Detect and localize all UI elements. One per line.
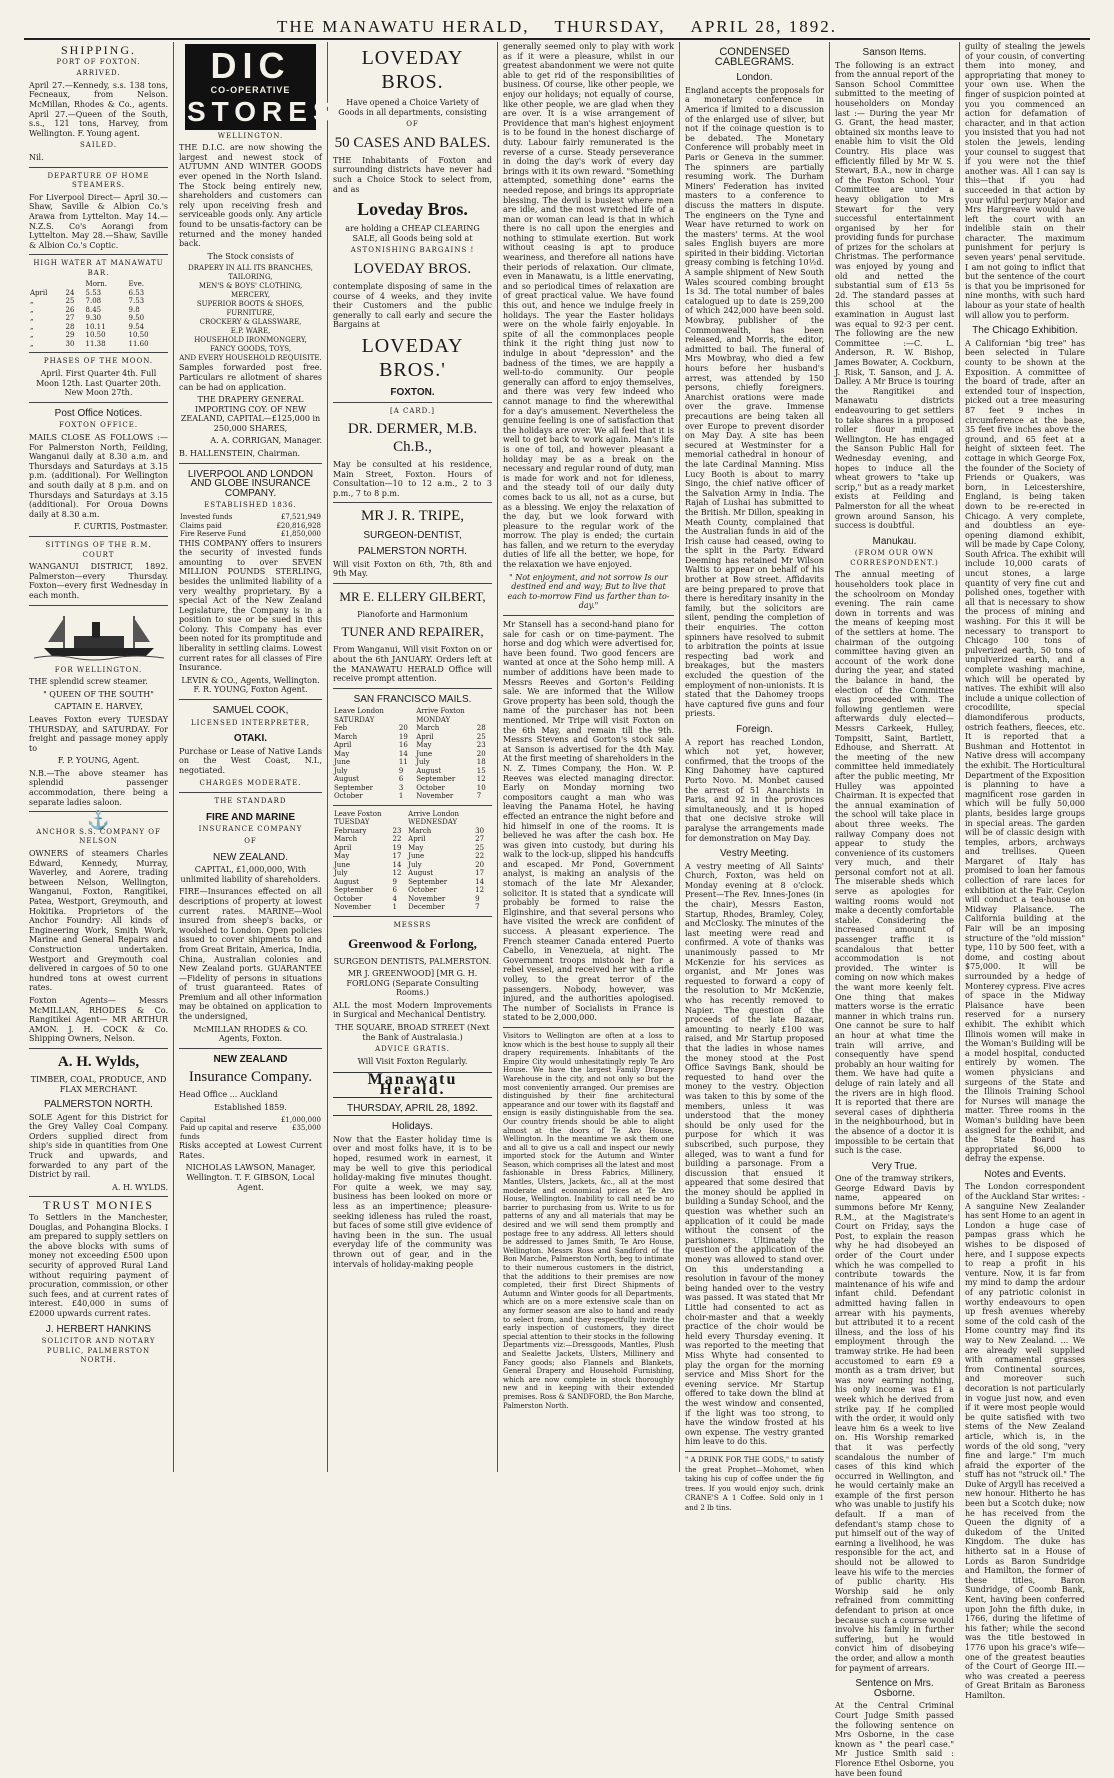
sailed-text: Nil. [29,152,44,162]
nz-office: Head Office ... Auckland [179,1090,278,1100]
issue-date: THURSDAY, APRIL 28, 1892. [333,1104,492,1117]
osborne-heading: Sentence on Mrs. Osborne. [855,1678,934,1699]
postmaster: F. CURTIS, Postmaster. [73,522,168,532]
std-the: THE STANDARD [214,797,287,806]
nz-signature: NICHOLAS LAWSON, Manager, Wellington. T. F. GIBSON, Local Agent. [185,1163,316,1192]
divider [29,254,168,255]
dic-company: THE DRAPERY GENERAL IMPORTING COY. OF NEW ZEALAND, CAPITAL—£125,000 in 250,000 SHARES, [180,395,321,433]
table-row: „ 25 7.08 7.53 [30,297,145,306]
moon-text: April. First Quarter 4th. Full Moon 12th. Last Quarter 20th. New Moon 27th. [36,369,161,398]
table-row: Invested funds £7,521,949 [180,513,321,522]
divider [29,352,168,353]
std-cap: CAPITAL, £1,000,000, With unlimited liability of shareholders. [180,865,321,884]
manukau-sub: (FROM OUR OWN CORRESPONDENT.) [850,549,939,567]
std-fire: FIRE AND MARINE [205,811,296,823]
std-text: FIRE—Insurances effected on all descriptions of property at lowest current rates. MARINE—Wool insured from sheep's backs, or woolshed to London. Open policies issued to cover shipments to and from Great Britain, America, India, China, Australian colonies and New Zealand ports. GUARANTEE—Fidelity of persons in situations of trust guaranteed. Rates of Premium and all other information may be obtained on application to the undersigned, [179,887,322,1022]
anchor-text: OWNERS of steamers Charles Edward, Kennedy, Murray, Waverley, and Aorere, trading between Nelson, Wellington, Wanganui, Foxton, Rangitikei, Patea, Westport, Greymouth, and Hokitika. Proprietors of the Anchor Foundry: All kinds of Engineering Work, Smith Work, Marine and General Repairs and Construction undertaken. Westport and Greymouth coal delivered in cargoes of 50 to one hundred tons at owest current rates. [29,849,168,993]
departure-heading: DEPARTURE OF HOME STEAMERS. [47,171,150,190]
table-row: Fire Reserve Fund £1,850,000 [180,530,321,539]
gf-names: MR J. GREENWOOD] [MR G. H. FORLONG (Separate Consulting Rooms.) [346,969,479,998]
wylds-text: SOLE Agent for this District for the Grey Valley Coal Company. Orders supplied direct from ship's side in quantities from One Truck and upwards, and forwarded to any part of the District by rail. [29,1112,168,1180]
steamer-name: " QUEEN OF THE SOUTH" [43,689,154,699]
divider [29,1048,168,1049]
gf-addr: THE SQUARE, BROAD STREET (Next the Bank of Australasia.) [335,1023,490,1042]
holidays-continued: generally seemed only to play with work as if it were a pleasure, whilst in our greatest abandonment we were not quite able to get rid of the responsibilities of business. Of course, like other people, we enjoy our holidays; not equally of course, like other people, we are glad when they are over. It is a wise arrangement of Providence that man's highest enjoyment is to be found in the honest discharge of duty. Labour fairly remunerated is the reverse of a curse. Steady perseverance in doing the day's work of every day brings with it its own reward. "Something attempted, something done" earns the needed repose, and brings its appropriate blessing. The devil is busiest where men are idle, and the most wretched life of a man or woman can lead is that in which there is no call upon the energies and nothing to stimulate exertion. But work without ceasing is apt to produce weariness, and therefore all nations have their periods of relaxation. Our climate, even in Manawatu, is a little enervating, and so periodical times of relaxation are of great practical value. We have found this out, and hence we indulge freely in holidays. The year the Easter holidays were on the whole fairly enjoyable. In spite of all the commonplaces people think it the right thing just now to indulge in about "depression" and the badness of the times, we are happily a well-to-do community. Our people generally can afford to enjoy themselves, and there was very few indeed who cannot manage to find the wherewithal for a day's amusement. Nevertheless the genuine feeling is one of satisfaction that the holidays are over. We all feel that it is well to get back to work again. Man's life is one of toil, and however pleasant a holiday may be as a break on the necessary and regular round of duty, man is made for work and not for idleness, and the steady toil of our daily duty comes back to us all, not as a curse, but as a blessing. We enjoy the relaxation of the day, but we look forward with pleasure to the regular work of the morrow. The play is ended; the curtain has fallen, and we return to the everyday duties of life all the better, we hope, for the relaxation we have enjoyed. [503,42,674,570]
loveday-3: LOVEDAY BROS. [353,260,472,277]
loveday-text-1: Have opened a Choice Variety of Goods in all departments, consisting [338,98,487,117]
table-row: February 23 March 30 [334,826,485,835]
lg-heading: LIVERPOOL AND LONDON AND GLOBE INSURANCE COMPANY. [187,468,314,499]
column-7 [960,42,1090,1700]
table-row: October 4 November 9 [334,894,480,903]
steamship-icon [34,612,164,660]
london-heading: London. [736,72,773,84]
trust-heading: TRUST MONIES [43,1198,154,1213]
post-heading: Post Office Notices. [54,407,143,419]
table-row: Capital £1,000,000 [180,1115,321,1124]
departure-text: For Liverpool Direct— April 30.—Shaw, Saville & Albion Co.'s Arawa from Lyttelton. May 14.—N.Z.S. Co's Aorangi from Lyttelton. May 28.—Shaw, Saville & Albion Co.'s Coptic. [29,192,168,250]
advertising-notes: Visitors to Wellington are often at a loss to know which is the best house to supply all their drapery requirements. Inhabitants of the Empire City would unhesitatingly reply Te Aro House. We have the largest Family Drapery Warehouse in the city, and not only so but the most conveniently arranged. Our premises are distinguished by their fine architectural appearance and our tower with its flagstaff and ensign is easily distinguishable from the sea. Our country friends should be able to alight almost at the doors of Te Aro House, Wellington. In the meantime we ask them one and all to give us a call and inspect our newly imported stock for the Autumn and Winter Season, which comprises all the latest and most fashionable in Dress Fabrics, Millinery, Mantles, Ulsters, Jackets, &c., all at the most moderate and economical prices at Te Aro House, Wellington. Inability to call need be no barrier to purchasing from us. Write to us for patterns of any and all materials that may be desired and we will send them promptly and postage free to any address. All letters should be addressed to James Smith, Te Aro House, Wellington. Messrs Ross and Sandford of the Bon Marche, Palmerston North, beg to intimate to their numerous customers in the district, that the additions to their premises are now completed, their first Direct Shipments of Autumn and Winter goods for all Departments, which are on a more extensive scale than on any former season are also to hand and ready to select from, and they respectfully invite the early inspection of customers, they direct special attention to their stocks in the following Departments viz:—Dressgoods, Mantles, Plush and Sealette Jackets, Ulsters, Millinery and Fancy goods; also Flannels and Blankets, General Drapery and Household Furnishing, which are now complete in stock thoroughly new and in keeping with their extended premises. Ross & SANDFORD, the Bon Marche, Palmerston North. [503,1031,674,1410]
vestry-heading: Vestry Meeting. [720,848,789,860]
gf-advice: ADVICE GRATIS. [375,1045,450,1054]
nz-title: Insurance Company. [188,1069,313,1086]
divider [333,805,492,806]
coffee-ad: " A DRINK FOR THE GODS," to satisfy the great Prophet—Mohomet, when taking his cup of coffee under the fig trees. If you would enjoy such, drink CRANE'S A 1 Coffee. Sold only in 1 and 2 lb tins. [685,1455,824,1512]
anchor-icon: ⚓ [87,810,110,832]
column-3 [328,42,498,1472]
notes-heading: Notes and Events. [984,1168,1066,1180]
lg-funds [179,513,322,539]
table-row: March 22 April 27 [334,835,485,844]
divider [179,699,322,700]
divider [29,167,168,168]
loveday-of: OF [406,120,419,129]
table-row: June 11 July 18 [334,758,486,767]
logo-bot: STORES [187,95,338,127]
masthead-rule [24,38,1090,40]
loveday-4: LOVEDAY BROS.' [361,334,464,381]
cook-title: LICENSED INTERPRETER, [190,718,311,727]
tide-col-morn: Morn. [85,280,107,289]
std-agents: McMILLAN RHODES & CO. Agents, Foxton. [193,1024,308,1044]
masthead-date: APRIL 28, 1892. [690,17,838,36]
highwater-heading: HIGH WATER AT MANAWATU BAR. [33,259,164,277]
table-row: Paid up capital and reserve funds £35,000 [180,1124,321,1141]
table-row: June 14 July 20 [334,860,485,869]
captain-name: CAPTAIN E. HARVEY, [54,702,143,712]
gf-title: SURGEON DENTISTS, PALMERSTON. [333,956,492,966]
table-row: August 6 September 12 [334,775,486,784]
dic-stock-list: DRAPERY IN ALL ITS BRANCHES, TAILORING, MEN'S & BOYS' CLOTHING, MERCERY, SUPERIOR BOOTS & SHOES, FURNITURE, CROCKERY & GLASSWARE, E.P. WARE, HOUSEHOLD IRONMONGERY, FANCY GOODS, TOYS, AND EVERY HOUSEHOLD REQUISITE. [179,264,322,363]
chicago-heading: The Chicago Exhibition. [972,325,1078,337]
table-row: July 9 August 15 [334,766,486,775]
tide-col-eve: Eve. [128,280,144,289]
port-heading: PORT OF FOXTON. [56,57,141,66]
osborne-continued: guilty of stealing the jewels of your cousin, of converting them into money, and appropriating that money to your own use. When the finger of suspicion pointed at you you commenced an action for defamation of character, and in that action you insisted that you had not stolen the jewels, lending your counsel to suggest that if you were not the thief another was. All I can say is this—that if you had succeeded in that action by your wilful perjury Major and Mrs Hargreave would have left the court with an indelible stain on their character. The maximum punishment for perjury is seven years' penal servitude. I am not going to inflict that but the sentence of the court is that you be imprisoned for nine months, with such hard labour as your state of health will allow you to perform. [965,42,1085,320]
table-row: August 9 September 14 [334,877,485,886]
wellington-heading: FOR WELLINGTON. [54,665,143,674]
sf-heading: SAN FRANCISCO MAILS. [353,693,472,705]
local-news: Mr Stansell has a second-hand piano for sale for cash or on time-payment. The horse and dog which were advertised for, have been found. Two good fencers are wanted at once at the Soho hemp mill. A number of additions have been made to Messrs Reeves and Gorton's Feilding sale. We are informed that the Willow Grove property has been sold, though the name of the purchaser has not been mentioned. Mr Tripe will visit Foxton on the 6th May, and remain till the 9th. Messrs Stevens and Gorton's stock sale at Sanson is advertised for the 4th May. At the first meeting of shareholders in the N. Z. Times Company, the Hon. W. P. Reeves was elected managing director. Early on Monday morning two compositors caught a man who was leaving the Panama Hotel, he having effected an entrance the night before and hid himself in one of the rooms. It is believed he was after the cash box. He was given into custody, but during his walk to the lock-up, slipped his handcuffs and escaped. Mr Pond, Government analyst, is making an analysis of the stomach of the late Mr Alexander, solicitor. It is stated that a syndicate will probably be formed to raise the Elginshire, and that several persons who have visited the wreck are confident of success. A pleasant experience. The French steamer Canada entered Puerto Cabello, in Venezuela, at night. The Government troops mistook her for a rebel vessel, and received her with a rifle volley, to the great terror of the passengers. Nobody, however, was injured, and the authorities apologised. The number of Socialists in France is stated to be 2,000,000. [503,620,674,1023]
herald-title: Manawatu Herald. [333,1072,492,1097]
dic-samples: Samples forwarded post free. Particulars re allotment of shares can be had on application. [179,363,322,392]
divider [29,536,168,537]
column-6 [830,42,960,1778]
sailed-heading: SAILED. [80,141,117,150]
masthead-paper: THE MANAWATU HERALD, [276,17,530,36]
gilbert-name: MR E. ELLERY GILBERT, [339,588,486,604]
loveday-bargains: ASTONISHING BARGAINS ! [350,246,475,255]
divider [685,1451,824,1452]
wylds-name: A. H. Wylds, [57,1053,140,1070]
notes-text: The London correspondent of the Auckland Star writes: - A sanguine New Zealander has sent Home to an agent in London a huge case of pampas grass which he wishes to be disposed of here, and I suppose expects to reap a profit in his venture. Now, it is far from my mind to damp the ardour of any patriotic colonist in worthy endeavours to open up fresh avenues whereby some of the cold cash of the Home country may find its way to New Zealand. ... We are already well supplied with ornamental grasses from Continental sources, and moreover such decoration is not particularly in vogue just now, and even if it were most people would be quite satisfied with two stems of the New Zealand article, which is, in the words of the old song, "very fine and large." I'm much afraid the exporter of the stuff has not "struck oil." The Duke of Argyll has received a new honour. Hitherto he has been but a Scotch duke; now he has received from the Queen the dignity of a dukedom of the United Kingdom. The duke has hitherto sat in a House of Lords as Baron Sundridge and Hamilton, the former of these titles, Baron Sundridge, of Coomb Bank, Kent, having been conferred upon John the fifth duke, in 1766, during the lifetime of his father; while the second was the title bestowed in 1776 upon his grace's wife—one of the greatest beauties of the Court of George III.—who was created a peeress of Great Britain as Baroness Hamilton. [965,1182,1085,1700]
divider [29,402,168,403]
trust-text: To Settlers in the Manchester, Douglas, and Pohangina Blocks. I am prepared to supply settlers on the above blocks with sums of money not exceeding £500 upon security of approved Rural Land without requiring payment of procuration, commission, or other such fees, and at current rates of interest. £40,000 in sums of £2000 upwards current rates. [29,1213,168,1318]
tripe-text: Will visit Foxton on 6th, 7th, 8th and 9th May. [333,559,492,579]
holidays-heading: Holidays. [391,1121,434,1133]
sf-table-2: Leave Foxton TUESDAY Arrive London WEDNESDAY February 23 March 30 March 22 April 27 April 19 May 25 May 17 June 22 June 14 July 20 July 12 August 17 August 9 September 14 September 6 October 12 October 4 November 9 November 1 December 7 [333,810,492,912]
wylds-trade: TIMBER, COAL, PRODUCE, AND FLAX MERCHANT. [30,1074,167,1094]
loveday-1: LOVEDAY BROS. [361,47,464,93]
hankins-name: J. HERBERT HANKINS [45,1323,152,1335]
gilbert-tuner: TUNER AND REPAIRER, [341,624,484,640]
loveday-text-3: are holding a CHEAP CLEARING SALE, all Goods being sold at [345,224,480,243]
gilbert-title: Pianoforte and Harmonium [357,609,468,619]
table-row: October 1 November 7 [334,792,482,801]
leaves-text: Leaves Foxton every TUESDAY THURSDAY, and SATURDAY. For freight and passage money apply to [29,714,168,753]
table-row: April 19 May 25 [334,843,485,852]
divider [503,1027,674,1028]
cook-place: OTAKI. [233,733,268,745]
post-sub: FOXTON OFFICE. [58,421,139,430]
loveday-text-2: THE Inhabitants of Foxton and surrounding districts have never had such a Choice Stock to select from, and as [333,155,492,194]
std-of: OF [244,836,257,845]
cablegrams-heading: CONDENSED CABLEGRAMS. [714,46,795,68]
sanson-text: The following is an extract from the annual report of the Sanson School Committee submitted to the meeting of householders on Monday last :— During the year Mr G. Grant, the head master, obtained six months leave to enable him to visit the Old Country. His place was efficiently filled by Mr W. S. Stewart, B.A., now in charge of the Foxton School. Your Committee are under a heavy obligation to Mrs Stewart for the very successful entertainment organised by her for providing funds for purchase of prizes for the scholars at Christmas. The performance was enjoyed by young and old and netted the substantial sum of £13 5s 2d. The standard passes at this school at the examination in August last was equal to 92·3 per cent. The following are the new Committee :—C. L. Anderson, R. W. Bishop, James Bowater, A. Cockburn, J. Risk, T. Sanson, and J. A. Dalley. A Mr Bruce is touring the Rangitikei and Manawatu districts endeavouring to get settlers to take shares in a proposed roller flour mill at Wellington. He has engaged the Sanson Public Hall for Wednesday evening, and hopes to induce all the wheat growers to "take up scrip," but as a ready market exists at Feilding and Palmerston for all the wheat grown around Sanson, his success is doubtful. [835,60,954,531]
wylds-town: PALMERSTON NORTH. [44,1099,153,1111]
verse: " Not enjoyment, and not sorrow Is our destined end and way; But to live that each to-morrow Find us farther than to-day." [507,572,670,611]
anchor-agents: Foxton Agents— Messrs McMILLAN, RHODES & Co. Rangitikei Agent— MR ARTHUR AMON. J. H. COCK & Co. Shipping Owners, Nelson. [29,995,168,1044]
table-row: April 24 5.53 6.53 [30,288,145,297]
divider [29,1196,168,1197]
anchor-heading: ANCHOR S.S. COMPANY OF NELSON [36,827,161,846]
gf-text: ALL the most Modern Improvements in Surgical and Mechanical Dentistry. [333,1000,492,1020]
column-1 [24,42,174,1472]
dermer-text: May be consulted at his residence, Main Street, Foxton. Hours of Consultation—10 to 12 a.m., 2 to 3 p.m., 7 to 8 p.m. [333,460,492,498]
lg-est: ESTABLISHED 1836. [204,501,297,510]
manukau-heading: Manukau. [872,535,917,547]
gf-visit: Will Visit Foxton Regularly. [357,1056,468,1066]
divider [333,688,492,689]
lg-agents: LEVIN & CO., Agents, Wellington. F. R. YOUNG, Foxton Agent. [181,675,320,695]
holidays-text: Now that the Easter holiday time is over and most folks have, it is to be hoped, resumed work in earnest, it may be well to give this periodical holiday-making five minutes thought. For quite a week, we may say, business has been looked on more or less as an impertinence; pleasure-seeking idleness has ruled the roast, but faces of some still give evidence of having been in the sun. The usual everyday life of the community was thrown out of gear, and in the intervals of holiday-making people [333,1134,492,1269]
table-row: April 16 May 23 [334,741,486,750]
dic-corrigan: A. A. CORRIGAN, Manager. [210,436,322,446]
dic-hallenstein: B. HALLENSTEIN, Chairman. [179,449,301,459]
loveday-cases: 50 CASES AND BALES. [334,134,491,151]
very-true-heading: Very True. [871,1160,918,1172]
column-2 [174,42,338,1472]
london-text: England accepts the proposals for a monetary conference in America if limited to a discussion of the enlarged use of silver, but not if the coinage question is to be debated. The Monetary Conference will probably meet in Paris or Geneva in the summer. The spinners are partially resuming work. The Durham Miners' Federation has invited masters to a conference to discuss the matters in dispute. The engineers on the Tyne and Wear have returned to work on the masters' terms. At the wool sales English buyers are more spirited in their bidding. Victorian greasy combing is fetching 10½d. A sample shipment of New South Wales scoured combing brought 1s 3d. The total number of bales catalogued up to date is 259,200 of which 242,000 have been sold. Mowbray, publisher of the Commonwealth, has been released, and Morris, the editor, admitted to bail. The funeral of Mrs Mowbray, who died a few hours before her husband's arrest, was attended by 150 persons, chiefly foreigners. Anarchist orations were made over the grave. Immense precautions are being taken all over Europe to prevent disorder on May Day. A site has been secured at Westminster for a memorial cathedral in honour of the late Cardinal Manning. Miss Lucy Booth is about to marry Singo, the chief native officer of the Salvation Army in India. The Rajah of Lushai has submitted to the British. Mr Dillon, speaking in Meath County, complained that the Australian funds in aid of the Irish cause had ceased, owing to the split in the Party. Edward Deeming has retained Mr Wilson Waltis to appear on behalf of his brother at Bow street. Affidavits are being prepared to prove that there is hereditary insanity in the family, but the solicitors are silent, pending the completion of their enquiries. The cotton spinners have resolved to submit to arbitration the points at issue respecting bad work and breakages, but the masters excluded the question of the employment of non-unionists. It is stated that the Dahomey troops have captured five guns and four priests. [685,85,824,719]
table-row: „ 30 11.38 11.60 [30,339,149,348]
card-label: [A CARD.] [389,406,435,415]
dic-intro: THE D.I.C. are now showing the largest and newest stock of AUTUMN AND WINTER GOODS ever opened in the North Island. The Stock being entirely new, shareholders and customers can rely upon receiving fresh and serviceable goods only. Any article found to be unsatis-factory can be returned and the money handed back. [179,143,322,249]
nz-capital [179,1116,322,1142]
loveday-foxton: FOXTON. [390,386,435,398]
dic-stock-intro: The Stock consists of [207,251,294,261]
arrived-heading: ARRIVED. [76,69,121,78]
table-row: May 17 June 22 [334,852,485,861]
foreign-heading: Foreign. [736,723,773,735]
table-row: Claims paid £20,816,928 [180,521,321,530]
table-row: „ 28 10.11 9.54 [30,322,145,331]
wellington-text: THE splendid screw steamer. [29,677,148,687]
post-text: MAILS CLOSE AS FOLLOWS :— For Palmerston North, Feilding, Wanganui daily at 8.30 a.m. and Thursdays and Saturdays at 3.15 p.m. (additional). For Wellington and south daily at 8 p.m. and on Thursdays and Saturdays at 3.15 (additional). For Oroua Downs daily at 8.30 a.m. [29,433,168,519]
masthead [24,16,1090,38]
cook-name: SAMUEL COOK, [212,705,289,717]
sf-table-1: Leave London SATURDAY Arrive Foxton MONDAY Feb 20 March 28 March 19 April 25 April 16 May 23 May 14 June 20 June 11 July 18 July 9 August 15 August 6 September 12 September 3 October 10 October 1 November 7 [333,707,492,801]
cook-charges: CHARGES MODERATE. [199,778,302,787]
sanson-heading: Sanson Items. [862,47,927,58]
table-row: „ 29 10.50 10.50 [30,331,149,340]
rm-text: WANGANUI DISTRICT, 1892. Palmerston—every Thursday. Foxton—every first Wednesday in each month. [29,562,168,600]
chicago-text: A Californian "big tree" has been selected in Tulare county to be shown at the Exposition. A committee of the board of trade, after an extended tour of inspection, picked out a tree measuring 87 feet 9 inches in circumference at the base, 35 feet five inches above the ground, and 65 feet at a height of sixteen feet. The cottage in which George Fox, the founder of the Society of Friends or Quakers, was born, in Leicestershire, England, is being taken down to be re-erected in Chicago. A very complete, and doubtless an eye-opening diamond exhibit, will be made by Cape Colony, South Africa. The exhibit will include 10,000 carats of uncut stones, a large quantity of very fine cut and polished ones, together with all that is necessary to show the process of mining and washing. For this it will be necessary to transport to Chicago 100 tons of pulverized earth, 50 tons of unpulverized earth, and a complete washing machine, which will be operated by natives. The exhibit will also include a unique collection of crocodilite, special diamondiferous products, ostrich feathers, fleeces, etc. It is reported that a Bushman and Hottentot in Native dress will accompany the exhibit. The Horticultural Department of the Exposition is planning to have a magnificent rose garden in which will be fully 50,000 plants, besides large groups in special areas. The garden will be of classic design with temples, arbors, archways and trellises. Queen Margaret of Italy has promised to loan her famous collection of rare laces for exhibition at the Fair. Ceylon will conduct a tea-house on Midway Plaisance. The California building at the Fair will be an imposing structure of the "old mission" type, 110 by 500 feet, with a dome, and costing about $75,000. It will be surrounded by a hedge of Monterey cypress. Five acres of space in the Midway Plaisance have been reserved for a nursery exhibit. The exhibit which Illinois women will make in the Woman's Building will be a model hospital, conducted entirely by women. The women physicians and surgeons of the State and the Illinois Training School for Nurses will manage the matter. Three rooms in the Woman's building have been assigned for the exhibit, and the State Board has appropriated $6,000 to defray the expense. [965,338,1085,1164]
arrived-text: April 27.—Kennedy, s.s. 138 tons, Fecneaux, from Nelson. McMillan, Rhodes & Co., agents. April 27.—Queen of the South, s.s., 121 tons, Harvey, from Wellington. F. Young agent. [29,80,168,138]
table-row: Feb 20 March 28 [334,724,486,733]
shipping-title: SHIPPING. [60,43,136,57]
rm-heading: SITTINGS OF THE R.M. COURT [45,540,152,559]
tide-table [29,280,168,348]
table-row: September 6 October 12 [334,886,485,895]
table-row: July 12 August 17 [334,869,485,878]
dic-city: WELLINGTON. [217,131,284,140]
vestry-text: A vestry meeting of All Saints' Church, Foxton, was held on Monday evening at 8 o'clock. Present—The Rev. Innes-Jones (in the chair), Messrs Easton, Startup, Rhodes, Bramley, Coley, and McClosky. The minutes of the last meeting were read and confirmed. A vote of thanks was unanimously passed to Mr McKenzie for his services as organist, and Mr Jones was requested to forward a copy of the resolution to Mr McKenzie, who has recently removed to Napier. The question of the proceeds of the late Bazaar, amounting to nearly £100 was raised, and Mr Startup proposed that the ladies in whose names the money stood at the Post Office Savings Bank, should be requested to hand over the money to the vestry. Objection was taken to this by some of the members, unless it was understood that the money should be only used for the purpose for which it was subscribed, such purpose, they alleged, was to want a fund for building a parsonage. From a discussion that ensued it appeared that some desired that the money should be applied in building a Sunday School, and the question was whether such an application of it could be made without the consent of the parishioners. Ultimately the question of the application of the money was allowed to stand over. On this understanding a resolution in favour of the money being handed over to the vestry was passed. It was stated that Mr Little had consented to act as choir-master and that a weekly practice of the choir would be held every Thursday evening. It was reported to the meeting that Miss Whyte had consented to play the organ for the morning service and Miss Short for the evening service. Mr Startup offered to take down the blind at the west window and consented, if the light was too strong, to have the window frosted at his own expense. The vestry granted him leave to do this. [685,861,825,1447]
logo-mid: CO-OPERATIVE [210,85,291,95]
table-row: November 1 December 7 [334,903,480,912]
tripe-place: PALMERSTON NORTH. [358,546,467,558]
tripe-name: MR J. R. TRIPE, [360,508,465,525]
foreign-text: A report has reached London, which not yet, however, confirmed, that the troops of the King Dahomey have captured Porto Novo. M. Monbet caused the arrest of 51 Anarchists in Paris, and 92 in the provinces simultaneously, and it is hoped that one decisive stroke will paralyse the arrangements made for demonstration on May Day. [685,737,824,843]
divider [333,502,492,503]
divider [333,402,492,403]
nz-est: Established 1859. [214,1103,287,1113]
gf-name: Greenwood & Forlong, [348,935,477,951]
divider [179,792,322,793]
loveday-2: Loveday Bros. [357,199,468,220]
dic-logo [185,44,338,130]
dermer-name: DR. DERMER, M.B. Ch.B., [347,421,478,456]
divider [333,916,492,917]
divider [333,583,492,584]
very-true-text: One of the tramway strikers, George Edward Davis by name, appeared on summons before Mr Kenny, R.M., at the Magistrate's Court on Friday, says the Post, to explain the reason why he had disobeyed an order of the Court under which he was compelled to contribute towards the maintenance of his wife and infant child. Defendant admitted having fallen in arrear with his payments, but attributed it to a recent illness, and the loss of his employment through the tramway strike. He had been accustomed to earn £9 a month as a tram driver, but was now earning nothing, his only income was £1 a week which he derived from strike pay. If he complied with the order, it would only leave him 6s a week to live on. His Worship remarked that it was perfectly scandalous the number of cases of this kind which occurred in Wellington, and he would certainly make an example of the first person who was unable to justify his default. If a man of defendant's stamp chose to put himself out of the way of earning a livelihood, he was responsible for the act, and should not be allowed to leave his wife to the mercies of public charity. His Worship said he only refrained from committing defendant to prison at once because such a course would involve his family in further suffering, but he would convict him of disobeying the order, and allow a month for payment of arrears. [835,1174,954,1673]
loveday-text-4: contemplate disposing of same in the course of 4 weeks, and they invite their Customers and the public generally to call early and secure the Bargains at [333,281,492,330]
wylds-signature: A. H. WYLDS. [112,1182,168,1192]
divider [29,605,168,606]
masthead-day: THURSDAY, [554,17,666,36]
agent-name: F. P. YOUNG, Agent. [57,756,140,766]
nz-text: Risks accepted at Lowest Current Rates. [179,1141,322,1160]
table-row: May 14 June 20 [334,749,486,758]
divider [179,1048,322,1049]
table-row: „ 26 8.45 9.8 [30,305,140,314]
cook-text: Purchase or Lease of Native Lands on the West Coast, N.I., negotiated. [179,746,322,775]
lg-text: THIS COMPANY offers to insurers the security of invested funds amounting to over SEVEN MILLION POUNDS STERLING, besides the unlimited liability of a very wealthy proprietary. By a special Act of the New Zealand Legislature, the Company is in a position to sue or be sued in this Colony. This Company has ever been noted for its promptitude and liberality in settling claims. Lowest current rates for all classes of Fire Insurance. [179,538,322,673]
table-row: March 19 April 25 [334,732,486,741]
hankins-title: SOLICITOR AND NOTARY PUBLIC, PALMERSTON NORTH. [41,1337,156,1365]
tripe-title: SURGEON-DENTIST, [363,530,462,542]
gilbert-text: From Wanganui, Will visit Foxton on or about the 6th JANUARY. Orders left at the MANAWATU HERALD Office will receive prompt attention. [333,645,492,684]
divider [179,463,322,464]
column-4 [498,42,680,1472]
moon-heading: PHASES OF THE MOON. [43,357,154,366]
gf-messrs: MESSRS [393,920,432,929]
osborne-text: At the Central Criminal Court Judge Smith passed the following sentence on Mrs Osborne, in the case known as " the pearl case." Mr Justice Smith said : Florence Ethel Osborne, you have been found [835,1701,954,1778]
columns [24,42,1090,1778]
logo-top: DIC [210,45,291,86]
manukau-text: The annual meeting of householders took place in the schoolroom on Monday evening. The rain came down in torrents and was the means of keeping most of the settlers at home. The chairman of the outgoing committee having given an account of the work done during the year, and stated the balance in hand, the election of the Committee was proceeded with. The following gentlemen were afterwards duly elected—Messrs Carkeek, Hulley, Tompsitt, Saint, Bartlett, Edhouse, and Sherratt. At the meeting of the new committee held immediately after the public meeting, Mr Hulley was appointed Chairman. It is expected that the annual examination of the school will take place in about three weeks. The railway Company does not appear to study the convenience of its customers very much, and their personal comfort not at all. The miserable sheds which serve as apologies for waiting rooms would not make a decently comfortable stable. Considering the increased amount of passenger traffic it is scandalous that better accommodation is not provided. The winter is coming on now which makes the want more keenly felt. One thing that makes matters worse is the erratic manner in which trains run. One cannot be sure to half an hour at what time the train will arrive, and consequently have spend probably an hour waiting for them. We have had quite a deluge of rain lately and all the rivers are in high flood. It is reported that there are several cases of diphtheria in the neighbourhood, but in the absence of a doctor it is impossible to be certain that such is the case. [835,570,954,1156]
table-row: „ 27 9.30 9.50 [30,314,145,323]
divider [503,615,674,616]
nb-text: N.B.—The above steamer has splendid passenger accommodation, there being a separate ladies saloon. [29,768,168,807]
std-nz: NEW ZEALAND. [212,851,288,863]
table-row: September 3 October 10 [334,783,486,792]
column-5 [680,42,830,1512]
nz-heading: NEW ZEALAND [213,1053,288,1065]
std-ins: INSURANCE COMPANY [198,825,303,834]
